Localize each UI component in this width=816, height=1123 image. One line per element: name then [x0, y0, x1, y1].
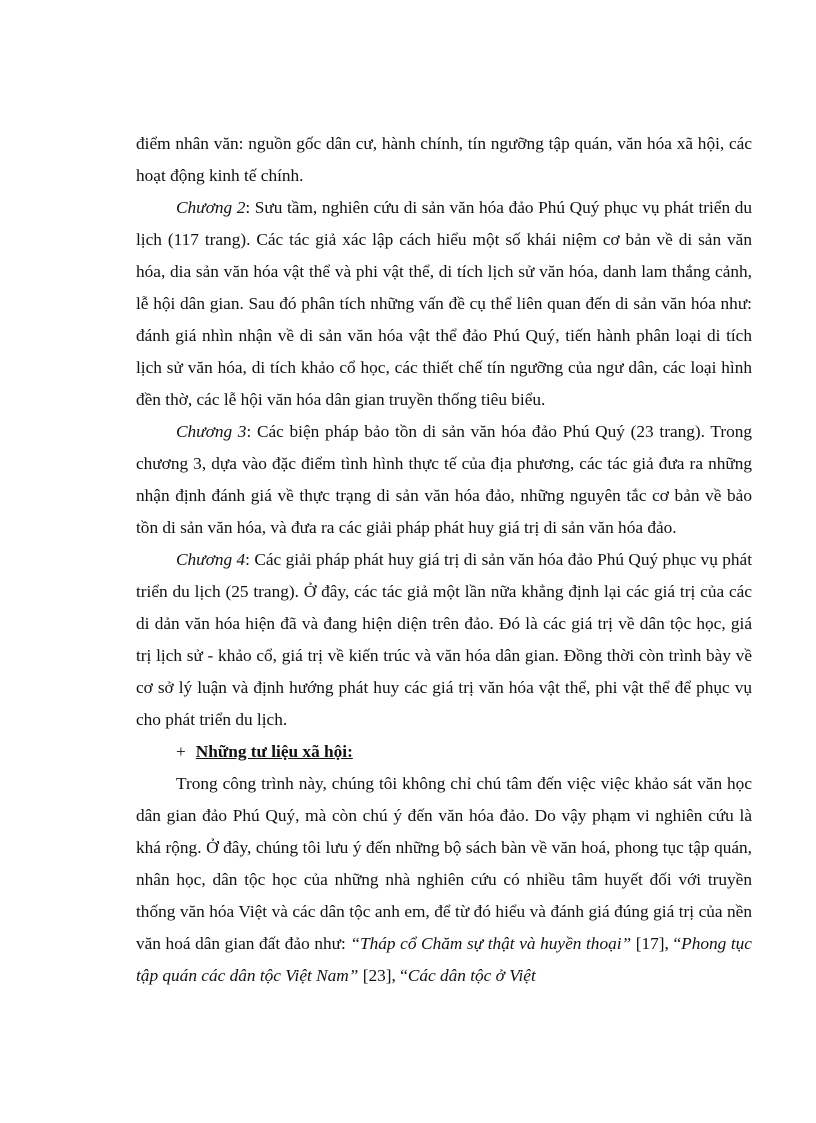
book-citation: Phong tục tập quán các dân tộc Việt Nam” [136, 934, 752, 985]
chapter-label: Chương 4 [176, 550, 246, 569]
paragraph-continuation: điểm nhân văn: nguồn gốc dân cư, hành chính, tín ngưỡng tập quán, văn hóa xã hội, các hoạt động kinh tế chính. [136, 134, 752, 185]
section-heading-title: Những tư liệu xã hội: [195, 742, 353, 761]
body-text [136, 128, 752, 992]
paragraph-chuong-2 [136, 192, 752, 416]
paragraph-chuong-4 [136, 544, 752, 736]
paragraph-text: Trong công trình này, chúng tôi không chỉ chú tâm đến việc việc khảo sát văn học dân gian đảo Phú Quý, mà còn chú ý đến văn hóa đảo. Do vậy phạm vi nghiên cứu là khá rộng. Ở đây, chúng tôi lưu ý đến những bộ sách bàn về văn hoá, phong tục tập quán, nhân học, dân tộc học của những nhà nghiên cứu có nhiều tâm huyết đối với truyền thống văn hóa Việt và các dân tộc anh em, để từ đó hiểu và đánh giá đúng giá trị của nền văn hoá dân gian đất đảo như: [136, 774, 752, 953]
reference-number: [23], “ [358, 966, 408, 985]
paragraph-text: : Các giải pháp phát huy giá trị di sản văn hóa đảo Phú Quý phục vụ phát triển du lịch (25 trang). Ở đây, các tác giả một lần nữa khẳng định lại các giá trị của các di dản văn hóa hiện đã và đang hiện diện trên đảo. Đó là các giá trị về dân tộc học, giá trị lịch sử - khảo cổ, giá trị về kiến trúc và văn hóa dân gian. Đồng thời còn trình bày về cơ sở lý luận và định hướng phát huy các giá trị văn hóa vật thể, phi vật thể để phục vụ cho phát triển du lịch. [136, 550, 752, 729]
book-citation: “Tháp cổ Chăm sự thật và huyền thoại” [350, 934, 632, 953]
paragraph-text: : Sưu tầm, nghiên cứu di sản văn hóa đảo Phú Quý phục vụ phát triển du lịch (117 trang). Các tác giả xác lập cách hiểu một số khái niệm cơ bản về di sản văn hóa, dia sản văn hóa vật thể và phi vật thể, di tích lịch sử văn hóa, danh lam thắng cảnh, lễ hội dân gian. Sau đó phân tích những vấn đề cụ thể liên quan đến di sản văn hóa như: đánh giá nhìn nhận về di sản văn hóa vật thể đảo Phú Quý, tiến hành phân loại di tích lịch sử văn hóa, di tích khảo cổ học, các thiết chế tín ngưỡng của ngư dân, các loại hình đền thờ, các lễ hội văn hóa dân gian truyền thống tiêu biểu. [136, 198, 752, 409]
chapter-label: Chương 3 [176, 422, 247, 441]
reference-number: [17], “ [631, 934, 682, 953]
chapter-label: Chương 2 [176, 198, 246, 217]
paragraph-social-materials [136, 768, 752, 992]
book-citation: Các dân tộc ở Việt [407, 966, 536, 985]
section-heading [136, 736, 752, 768]
paragraph-text: : Các biện pháp bảo tồn di sản văn hóa đảo Phú Quý (23 trang). Trong chương 3, dựa vào đặc điểm tình hình thực tế của địa phương, các tác giả đưa ra những nhận định đánh giá về thực trạng di sản văn hóa đảo, những nguyên tắc cơ bản về bảo tồn di sản văn hóa, và đưa ra các giải pháp phát huy giá trị di sản văn hóa đảo. [136, 422, 752, 537]
bullet-marker: + [176, 742, 186, 761]
paragraph-chuong-3 [136, 416, 752, 544]
